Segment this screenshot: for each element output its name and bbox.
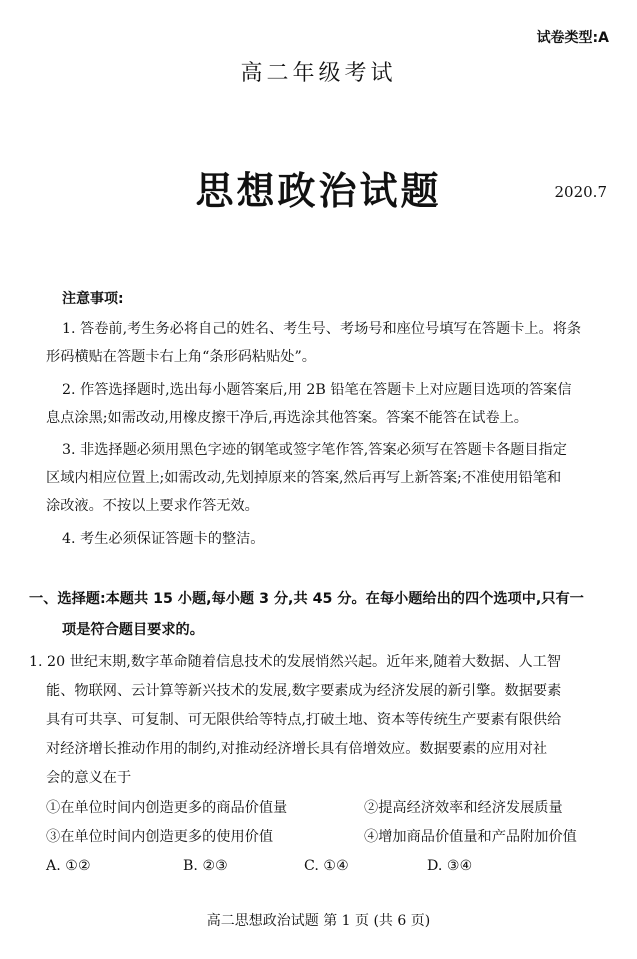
question-1-statement-2: ②提高经济效率和经济发展质量 <box>364 800 563 816</box>
section-1-heading-line-1: 一、选择题:本题共 15 小题,每小题 3 分,共 45 分。在每小题给出的四个选项中,只有一 <box>29 591 584 607</box>
notice-item-3-line-1: 3. 非选择题必须用黑色字迹的钢笔或签字笔作答,答案必须写在答题卡各题目指定 <box>62 442 567 458</box>
question-1-statement-1: ①在单位时间内创造更多的商品价值量 <box>46 800 288 816</box>
question-1-stem-line-1: 1. 20 世纪末期,数字革命随着信息技术的发展悄然兴起。近年来,随着大数据、人工智 <box>29 654 562 670</box>
grade-exam-heading: 高二年级考试 <box>240 61 397 86</box>
question-1-choice-d: D. ③④ <box>427 858 473 874</box>
exam-date: 2020.7 <box>554 183 607 201</box>
notice-item-1-line-2: 形码横贴在答题卡右上角“条形码粘贴处”。 <box>46 349 316 365</box>
paper-type-label: 试卷类型:A <box>536 30 609 46</box>
question-1-statement-4: ④增加商品价值量和产品附加价值 <box>364 829 577 845</box>
page-footer: 高二思想政治试题 第 1 页 (共 6 页) <box>206 913 431 929</box>
notice-item-4-line-1: 4. 考生必须保证答题卡的整洁。 <box>62 531 265 547</box>
notice-item-1-line-1: 1. 答卷前,考生务必将自己的姓名、考生号、考场号和座位号填写在答题卡上。将条 <box>62 321 582 337</box>
question-1-choice-a: A. ①② <box>46 858 91 874</box>
notice-item-3-line-2: 区域内相应位置上;如需改动,先划掉原来的答案,然后再写上新答案;不准使用铅笔和 <box>46 470 562 486</box>
notice-item-3-line-3: 涂改液。不按以上要求作答无效。 <box>46 498 259 514</box>
question-1-stem-line-3: 具有可共享、可复制、可无限供给等特点,打破土地、资本等传统生产要素有限供给 <box>46 712 562 728</box>
notice-heading: 注意事项: <box>62 291 124 307</box>
question-1-choice-c: C. ①④ <box>304 858 349 874</box>
question-1-stem-line-5: 会的意义在于 <box>46 770 132 786</box>
question-1-stem-line-4: 对经济增长推动作用的制约,对推动经济增长具有倍增效应。数据要素的应用对社 <box>46 741 548 757</box>
notice-item-2-line-2: 息点涂黑;如需改动,用橡皮擦干净后,再选涂其他答案。答案不能答在试卷上。 <box>46 410 528 426</box>
page-title: 思想政治试题 <box>195 168 442 213</box>
question-1-stem-line-2: 能、物联网、云计算等新兴技术的发展,数字要素成为经济发展的新引擎。数据要素 <box>46 683 562 699</box>
notice-item-2-line-1: 2. 作答选择题时,选出每小题答案后,用 2B 铅笔在答题卡上对应题目选项的答案信 <box>62 382 572 398</box>
question-1-statement-3: ③在单位时间内创造更多的使用价值 <box>46 829 274 845</box>
question-1-choice-b: B. ②③ <box>183 858 228 874</box>
section-1-heading-line-2: 项是符合题目要求的。 <box>62 622 204 638</box>
